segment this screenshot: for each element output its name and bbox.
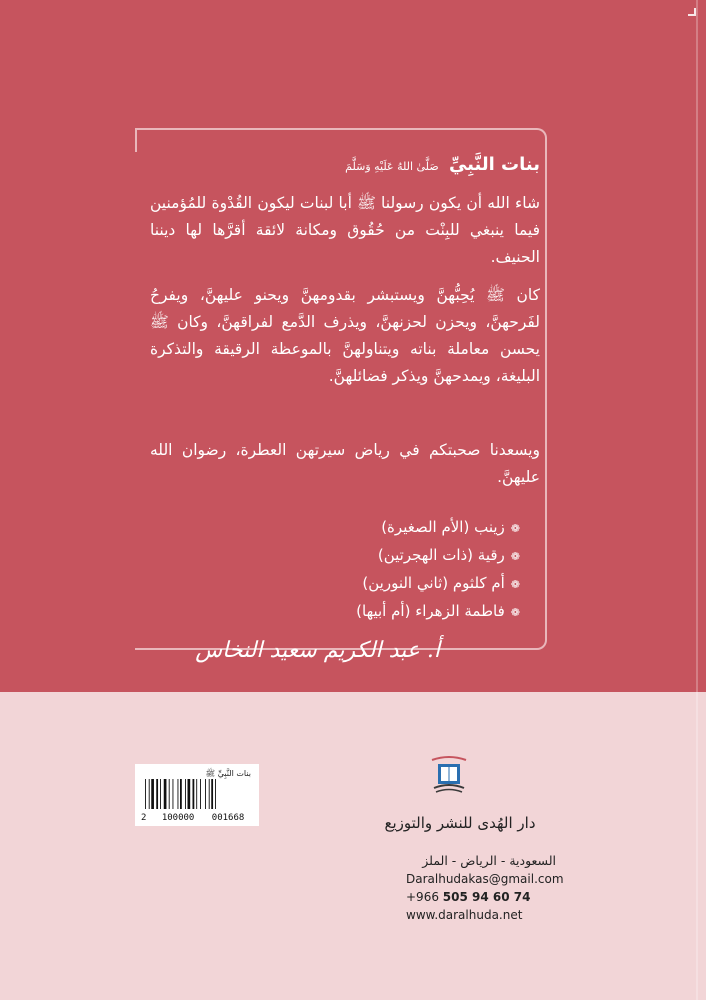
barcode-bar [200,779,201,809]
corner-mark [688,8,696,16]
barcode-bar [151,779,154,809]
barcode-bar [185,779,186,809]
list-item [300,513,520,541]
honorific: صَلَّىٰ اللهُ عَلَيْهِ وَسَلَّمَ [345,160,439,173]
barcode-digits-mid: 100000 [161,813,195,823]
barcode-label [135,764,259,826]
spine-edge-line [696,0,698,1000]
book-logo-icon [428,754,470,802]
paragraph-2: كان ﷺ يُحِبُّهنَّ ويستبشر بقدومهنَّ ويحنو عليهنَّ، ويفرحُ لفَرحهنَّ، ويحزن لحزنهنَّ، ويذرف الدَّمع لفراقهنَّ، وكان ﷺ يحسن معاملة بناته ويتناولهنَّ بالموعظة الرقيقة والتذكرة البليغة، ويمدحهنَّ ويذكر فضائلهنَّ. [150,286,540,385]
barcode-bar [196,779,197,809]
flower-bullet-icon: ❁ [510,578,520,591]
phone-prefix: +966 [406,890,439,904]
barcode-bar [149,779,150,809]
text-frame-left-stub [135,128,137,152]
barcode-bar [178,779,179,809]
barcode-bar [160,779,161,809]
barcode-bar [164,779,167,809]
barcode-bar [211,779,213,809]
publisher-contact [406,852,564,924]
list-item [300,569,520,597]
barcode-bar [156,779,158,809]
paragraph-3: ويسعدنا صحبتكم في رياض سيرتهن العطرة، رضوان الله عليهنَّ. [150,441,540,486]
barcode-bar [188,779,191,809]
daughters-list [300,513,520,625]
flower-bullet-icon: ❁ [510,550,520,563]
barcode-digit-left: 2 [141,813,147,823]
phone [406,888,556,906]
barcode-bar [180,779,182,809]
barcode-bar [145,779,146,809]
barcode-bar [173,779,174,809]
list-item [300,541,520,569]
author-name: أ. عبد الكريم سعيد النخاس [195,638,440,663]
list-item-text: زينب (الأم الصغيرة) [381,518,505,536]
website: www.daralhuda.net [406,908,523,922]
address: السعودية - الرياض - الملز [422,853,556,868]
publisher-name: دار الهُدى للنشر والتوزيع [384,814,536,832]
cover-bottom-panel [0,692,706,1000]
barcode-bar [193,779,195,809]
list-item-text: رقية (ذات الهجرتين) [377,546,505,564]
paragraph-1: شاء الله أن يكون رسولنا ﷺ أبا لبنات ليكون القُدْوة للمُؤمنين فيما ينبغي للبِنْت من حُقُوق ومكانة لائقة أقرَّها لها ديننا الحنيف. [150,194,540,266]
barcode-bar [209,779,210,809]
email: Daralhudakas@gmail.com [406,872,564,886]
flower-bullet-icon: ❁ [510,606,520,619]
barcode-bars [145,779,251,809]
list-item-text: أم كلثوم (ثاني النورين) [362,574,505,592]
flower-bullet-icon: ❁ [510,522,520,535]
barcode-bar [205,779,206,809]
barcode-title: بنات النَّبِيِّ ﷺ [205,769,251,778]
barcode-digits-right: 001668 [211,813,245,823]
book-title [150,154,540,175]
list-item [300,597,520,625]
phone-number: 505 94 60 74 [442,890,531,904]
barcode-digits [141,813,253,823]
book-title-text: بنات النَّبِيِّ [448,154,540,175]
barcode-bar [215,779,216,809]
barcode-bar [169,779,170,809]
list-item-text: فاطمة الزهراء (أم أبيها) [356,602,505,620]
